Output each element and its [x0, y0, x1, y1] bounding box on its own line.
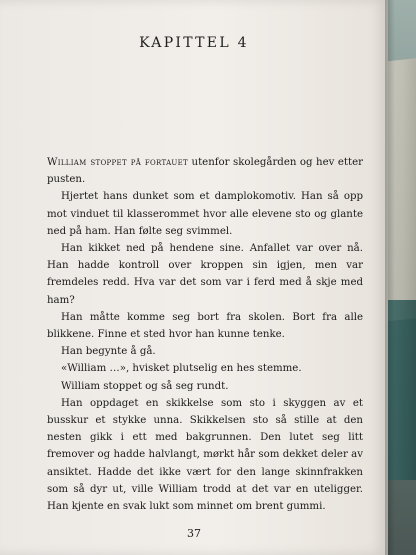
paragraph-7: William stoppet og så seg rundt. [61, 380, 229, 392]
paragraph-6: «William …», hvisket plutselig en hes stemme. [61, 363, 302, 375]
paragraph-5: Han begynte å gå. [61, 346, 156, 358]
body-text [47, 154, 363, 515]
chapter-title: KAPITTEL 4 [139, 35, 249, 51]
paragraph-1-text: utenfor skolegården og hev etter pusten. [47, 157, 363, 186]
page-number: 37 [187, 527, 201, 540]
paragraph-1-lead: William stoppet på fortauet [47, 157, 189, 168]
paragraph-4: Han måtte komme seg bort fra skolen. Bort fra alle blikkene. Finne et sted hvor han kunne tenke. [47, 311, 363, 341]
paragraph-1 [47, 154, 363, 188]
paragraph-2: Hjertet hans dunket som et damplokomotiv. Han så opp mot vinduet til klasserommet hvor alle elevene sto og glante ned på ham. Han følte seg svimmel. [47, 191, 363, 237]
paragraph-3: Han kikket ned på hendene sine. Anfallet var over nå. Han hadde kontroll over kroppen sin igjen, men var fremdeles redd. Hva var det som var i ferd med å skje med ham? [47, 243, 363, 306]
page-edge-shadow [385, 0, 395, 555]
paragraph-8: Han oppdaget en skikkelse som sto i skyggen av et busskur et stykke unna. Skikkelsen sto så stille at den nesten gikk i ett med bakgrunnen. Den lutet seg litt fremover og hadde halvlangt, mørkt hår som dekket deler av ansiktet. Hadde det ikke vært for den lange skinnfrakken som så dyr ut, ville William trodd at det var en uteligger. Han kjente en svak lukt som minnet om brent gummi. [47, 397, 363, 513]
